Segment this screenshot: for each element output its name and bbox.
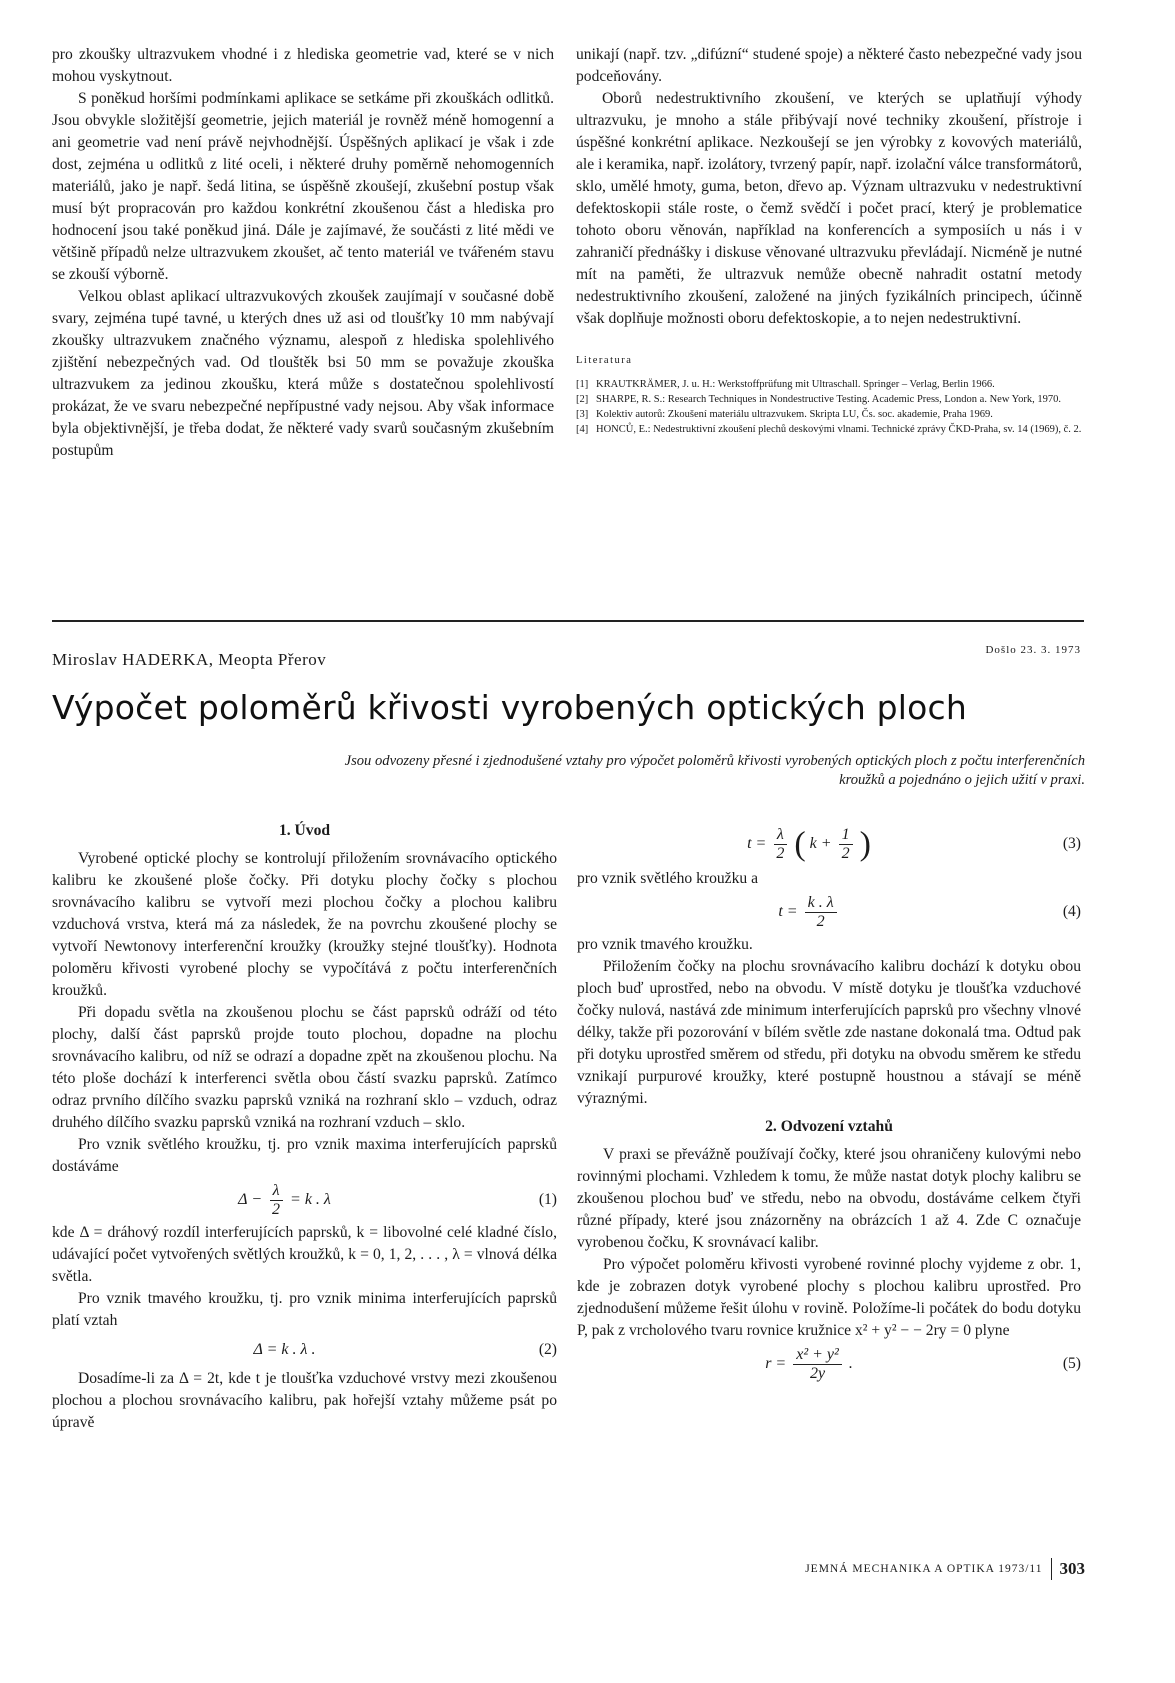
bottom-right-column: [577, 820, 1081, 1386]
eq-part: .: [848, 1354, 853, 1372]
reference-number: [4]: [576, 424, 589, 435]
equation-2: [52, 1332, 557, 1368]
eq-part: r =: [765, 1354, 787, 1372]
paragraph: pro vznik světlého kroužku a: [577, 870, 759, 887]
eq-part: Δ −: [238, 1190, 263, 1208]
paragraph: S poněkud horšími podmínkami aplikace se setkáme při zkouškách odlitků. Jsou obvykle složitější geometrie, jejich materiál je rovněž méně homogenní a ani geometrie vad není právě nejvhodnější. Úspěšných aplikací je však i zde dost, zejména u odlitků z lité oceli, i některé druhy poměrně nehomogenních materiálů, jako je např. šedá litina, se úspěšně zkoušejí, zkušební postup však musí být propracován pro každou konkrétní zkoušenou část a hlediska pro hodnocení jsou také poněkud jiná. Dále je zajímavé, že součásti z lité mědi ve většině případů nelze ultrazvukem zkoušet, ač tento materiál ve tvářeném stavu se zkouší výborně.: [52, 90, 554, 283]
eq-fraction: [839, 826, 853, 863]
article-abstract: Jsou odvozeny přesné i zjednodušené vztahy pro výpočet poloměrů křivosti vyrobených optických ploch z počtu interferenčních kroužků a pojednáno o jejich užití v praxi.: [344, 753, 1085, 788]
eq-part: k +: [809, 834, 832, 852]
equation-1: [52, 1178, 557, 1222]
eq-denominator: 2: [816, 912, 825, 930]
eq-numerator: 1: [839, 826, 853, 845]
section-heading: 1. Úvod: [278, 822, 331, 839]
left-paren: (: [794, 825, 806, 862]
eq-fraction: [793, 1346, 842, 1383]
equation-number: (3): [1062, 835, 1081, 852]
reference-text: KRAUTKRÄMER, J. u. H.: Werkstoffprüfung mit Ultraschall. Springer – Verlag, Berlin 1966.: [596, 379, 995, 390]
eq-numerator: λ: [270, 1182, 283, 1201]
paragraph: Dosadíme-li za Δ = 2t, kde t je tloušťka vzduchové vrstvy mezi zkoušenou plochou a plochou srovnávacího kalibru, pak hořejší vztahy můžeme psát po úpravě: [52, 1370, 557, 1431]
reference-item: [576, 423, 1082, 436]
paragraph: pro vznik tmavého kroužku.: [577, 936, 753, 953]
eq-fraction: [773, 826, 787, 863]
eq-denominator: 2: [841, 844, 850, 862]
article-title: Výpočet poloměrů křivosti vyrobených optických ploch: [52, 688, 967, 727]
top-left-column: [52, 44, 554, 462]
eq-numerator: k . λ: [805, 894, 837, 913]
reference-text: HONCŮ, E.: Nedestruktivní zkoušení plechů deskovými vlnami. Technické zprávy ČKD-Praha, sv. 14 (1969), č. 2.: [596, 424, 1082, 435]
reference-text: SHARPE, R. S.: Research Techniques in Nondestructive Testing. Academic Press, London a. New York, 1970.: [596, 394, 1062, 405]
article-author: Miroslav HADERKA, Meopta Přerov: [52, 650, 327, 669]
equation-number: (1): [538, 1191, 557, 1208]
equation-4: [577, 890, 1081, 934]
page-number: 303: [1059, 1559, 1085, 1578]
reference-list: [576, 378, 1082, 436]
bottom-left-column: [52, 820, 557, 1434]
paragraph: V praxi se převážně používají čočky, které jsou ohraničeny kulovými nebo rovinnými plochami. Vzhledem k tomu, že může nastat dotyk plochy kalibru se zkoušenou plochou buď ve středu, nebo na obvodu, dostáváme celkem čtyři různé případy, které jsou znázorněny na obrázcích 1 až 4. Zde C označuje vyrobenou čočku, K srovnávací kalibr.: [577, 1146, 1081, 1251]
eq-numerator: x² + y²: [793, 1346, 842, 1365]
journal-name: JEMNÁ MECHANIKA A OPTIKA 1973/11: [805, 1563, 1043, 1575]
reference-item: [576, 408, 1082, 421]
reference-text: Kolektiv autorů: Zkoušení materiálu ultrazvukem. Skripta LU, Čs. soc. akademie, Praha 1969.: [596, 409, 993, 420]
eq-part: t =: [778, 902, 798, 920]
eq-denominator: 2y: [809, 1364, 826, 1382]
paragraph: unikají (např. tzv. „difúzní“ studené spoje) a některé často nebezpečné vady jsou podceňovány.: [576, 46, 1082, 85]
received-date: Došlo 23. 3. 1973: [985, 644, 1081, 656]
paragraph: Při dopadu světla na zkoušenou plochu se část paprsků odráží od této plochy, další část paprsků projde touto plochou, dopadne na plochu srovnávacího kalibru, od níž se odrazí a dopadne zpět na zkoušenou plochu. Na této ploše dochází k interferenci světla obou částí svazku paprsků. Zatímco odraz prvního dílčího svazku paprsků vzniká na rozhraní sklo – vzduch, odraz druhého dílčího svazku paprsků vzniká na rozhraní vzduch – sklo.: [52, 1004, 557, 1131]
eq-fraction: [805, 894, 837, 931]
reference-item: [576, 393, 1082, 406]
literature-heading: Literatura: [576, 355, 633, 366]
paragraph: Pro výpočet poloměru křivosti vyrobené rovinné plochy vyjdeme z obr. 1, kde je zobrazen dotyk vyrobené plochy s plochou kalibru uprostřed. Pro zjednodušení můžeme řešit úlohu v rovině. Položíme-li počátek do bodu dotyku P, pak z vrcholového tvaru rovnice kružnice x² + y² − − 2ry = 0 plyne: [577, 1256, 1081, 1339]
section-divider: [52, 620, 1084, 622]
equation-3: [577, 820, 1081, 868]
paragraph: Přiložením čočky na plochu srovnávacího kalibru dochází k dotyku obou ploch buď uprostřed, nebo na obvodu. V místě dotyku je tloušťka vzduchové čočky nulová, nastává zde minimum interferujících paprsků pro všechny vlnové délky, takže při pozorování v bílém světle zde nastane dokonalá tma. Odtud pak při dotyku uprostřed směrem od středu, při dotyku na obvodu směrem ke středu vznikají purpurové kroužky, které postupně houstnou a stávají se méně výraznými.: [577, 958, 1081, 1107]
eq-part: = k . λ: [290, 1190, 331, 1208]
reference-number: [1]: [576, 379, 589, 390]
equation-number: (4): [1062, 903, 1081, 920]
footer-divider: [1051, 1558, 1052, 1580]
paragraph: kde Δ = dráhový rozdíl interferujících paprsků, k = libovolné celé kladné číslo, udávající počet vytvořených světlých kroužků, k = 0, 1, 2, . . . , λ = vlnová délka světla.: [52, 1224, 557, 1285]
eq-fraction: [269, 1182, 283, 1219]
paragraph: Velkou oblast aplikací ultrazvukových zkoušek zaujímají v současné době svary, zejména tupé tavné, u kterých dnes už asi od tloušťky 10 mm nabývají zkoušky ultrazvukem značného významu, alespoň z hlediska spolehlivého zjištění nebezpečných vad. Od tlouštěk bsi 50 mm se považuje zkouška ultrazvukem za jedinou zkoušku, která může s dostatečnou spolehlivostí prokázat, že ve svaru nebezpečné nepřípustné vady nejsou. Aby však informace byla objektivnější, je třeba dodat, že některé vady svarů současným zkušebním postupům: [52, 288, 554, 459]
equation-5: [577, 1342, 1081, 1386]
paragraph: Pro vznik světlého kroužku, tj. pro vznik maxima interferujících paprsků dostáváme: [52, 1136, 557, 1175]
reference-item: [576, 378, 1082, 391]
equation-number: (5): [1062, 1355, 1081, 1372]
eq-denominator: 2: [776, 844, 785, 862]
page-footer: [805, 1558, 1085, 1580]
paragraph: Pro vznik tmavého kroužku, tj. pro vznik minima interferujících paprsků platí vztah: [52, 1290, 557, 1329]
paragraph: pro zkoušky ultrazvukem vhodné i z hlediska geometrie vad, které se v nich mohou vyskytnout.: [52, 46, 554, 85]
reference-number: [3]: [576, 409, 589, 420]
eq-body: Δ = k . λ .: [253, 1341, 316, 1358]
reference-number: [2]: [576, 394, 589, 405]
eq-denominator: 2: [272, 1200, 281, 1218]
top-right-column: [576, 44, 1082, 438]
paragraph: Oborů nedestruktivního zkoušení, ve kterých se uplatňují výhody ultrazvuku, je mnoho a stále přibývají nové techniky zkoušení, přístroje i úspěšné konkrétní aplikace. Nezkoušejí se jen výrobky z kovových materiálů, ale i keramika, např. izolátory, tvrzený papír, např. izolační válce transformátorů, sklo, umělé hmoty, guma, beton, dřevo ap. Význam ultrazvuku v nedestruktivní defektoskopii stále roste, o čemž svědčí i počet prací, který je problematice tohoto oboru věnován, například na konferencích a symposiích u nás i v zahraničí přednášky i diskuse věnované ultrazvuku převládají. Nicméně je nutné mít na paměti, že ultrazvuk nemůže obecně nahradit ostatní metody nedestruktivního zkoušení, založené na jiných fyzikálních principech, účinně však doplňuje možnosti oboru defektoskopie, a to nejen nedestruktivní.: [576, 90, 1082, 327]
eq-part: t =: [747, 834, 767, 852]
eq-numerator: λ: [774, 826, 787, 845]
equation-number: (2): [538, 1341, 557, 1358]
right-paren: ): [859, 825, 871, 862]
paragraph: Vyrobené optické plochy se kontrolují přiložením srovnávacího optického kalibru ke zkoušené ploše čočky. Při dotyku plochy čočky s plochou srovnávacího kalibru se vytvoří mezi plochou čočky a plochou kalibru vzduchová vrstva, která má za následek, že na povrchu zkoušené plochy se vytvoří Newtonovy interferenční kroužky (kroužky stejné tloušťky). Hodnota poloměru křivosti vyrobené plochy se vypočítává z počtu interferenčních kroužků.: [52, 850, 557, 999]
section-heading: 2. Odvození vztahů: [765, 1118, 893, 1135]
